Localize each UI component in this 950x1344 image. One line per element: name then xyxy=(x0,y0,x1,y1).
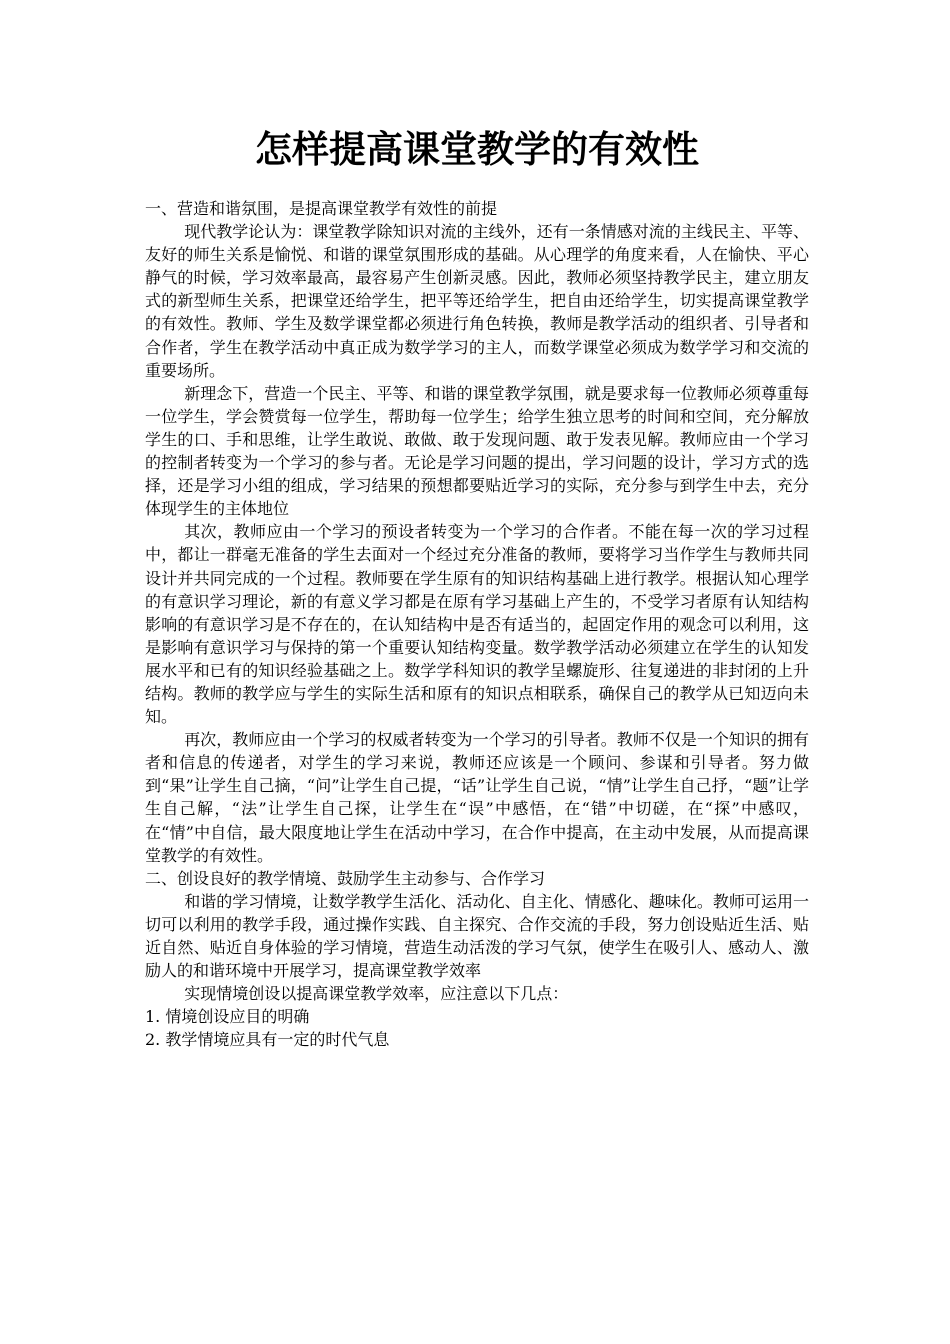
paragraph: 和谐的学习情境，让数学教学生活化、活动化、自主化、情感化、趣味化。教师可运用一切可以利用的教学手段，通过操作实践、自主探究、合作交流的手段，努力创设贴近生活、贴近自然、贴近自身体验的学习情境，营造生动活泼的学习气氛，使学生在吸引人、感动人、激励人的和谐环境中开展学习，提高课堂教学效率 xyxy=(145,891,809,981)
document-body xyxy=(145,197,809,1051)
paragraph: 实现情境创设以提高课堂教学效率，应注意以下几点： xyxy=(184,984,569,1004)
paragraph: 现代教学论认为：课堂教学除知识对流的主线外，还有一条情感对流的主线民主、平等、友好的师生关系是愉悦、和谐的课堂氛围形成的基础。从心理学的角度来看，人在愉快、平心静气的时候，学习效率最高，最容易产生创新灵感。因此，教师必须坚持教学民主，建立朋友式的新型师生关系，把课堂还给学生，把平等还给学生，把自由还给学生，切实提高课堂教学的有效性。教师、学生及数学课堂都必须进行角色转换，教师是教学活动的组织者、引导者和合作者，学生在教学活动中真正成为数学学习的主人，而数学课堂必须成为数学学习和交流的重要场所。 xyxy=(145,222,809,380)
paragraph: 再次，教师应由一个学习的权威者转变为一个学习的引导者。教师不仅是一个知识的拥有者和信息的传递者，对学生的学习来说，教师还应该是一个顾问、参谋和引导者。努力做到“果”让学生自己摘，“问”让学生自己提，“话”让学生自己说，“情”让学生自己抒，“题”让学生自己解，“法”让学生自己探，让学生在“误”中感悟，在“错”中切磋，在“探”中感叹，在“情”中自信，最大限度地让学生在活动中学习，在合作中提高，在主动中发展，从而提高课堂教学的有效性。 xyxy=(145,730,809,865)
list-item: 1. 情境创设应目的明确 xyxy=(145,1007,310,1027)
section-heading-2: 二、创设良好的教学情境、鼓励学生主动参与、合作学习 xyxy=(145,868,546,888)
paragraph: 新理念下，营造一个民主、平等、和谐的课堂教学氛围，就是要求每一位教师必须尊重每一位学生，学会赞赏每一位学生，帮助每一位学生；给学生独立思考的时间和空间，充分解放学生的口、手和思维，让学生敢说、敢做、敢于发现问题、敢于发表见解。教师应由一个学习的控制者转变为一个学习的参与者。无论是学习问题的提出，学习问题的设计，学习方式的选择，还是学习小组的组成，学习结果的预想都要贴近学习的实际，充分参与到学生中去，充分体现学生的主体地位 xyxy=(145,383,809,519)
list-item: 2. 教学情境应具有一定的时代气息 xyxy=(145,1030,390,1050)
paragraph: 其次，教师应由一个学习的预设者转变为一个学习的合作者。不能在每一次的学习过程中，都让一群毫无准备的学生去面对一个经过充分准备的教师，要将学习当作学生与教师共同设计并共同完成的一个过程。教师要在学生原有的知识结构基础上进行教学。根据认知心理学的有意识学习理论，新的有意义学习都是在原有学习基础上产生的，不受学习者原有认知结构影响的有意识学习是不存在的，在认知结构中是否有适当的，起固定作用的观念可以利用，这是影响有意识学习与保持的第一个重要认知结构变量。数学教学活动必须建立在学生的认知发展水平和已有的知识经验基础之上。数学学科知识的教学呈螺旋形、往复递进的非封闭的上升结构。教师的教学应与学生的实际生活和原有的知识点相联系，确保自己的教学从已知迈向未知。 xyxy=(145,522,809,727)
document-title: 怎样提高课堂教学的有效性 xyxy=(255,128,699,171)
section-heading-1: 一、营造和谐氛围，是提高课堂教学有效性的前提 xyxy=(145,199,498,218)
